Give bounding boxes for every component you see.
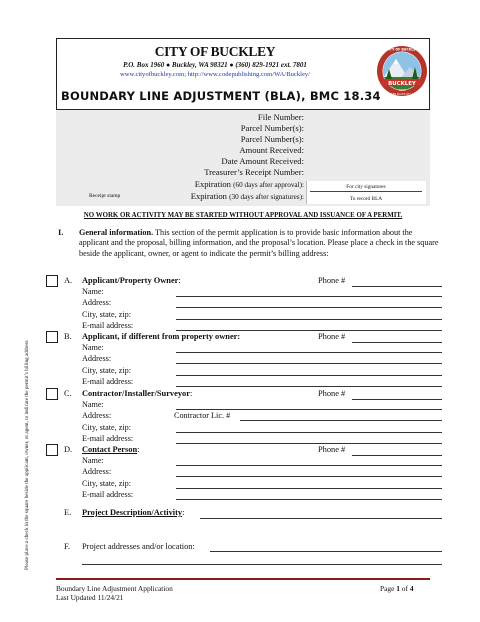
contractor-license-label: Contractor Lic. # — [174, 411, 231, 420]
city-state-zip-label: City, state, zip: — [82, 366, 132, 375]
email-input-line[interactable] — [176, 443, 442, 444]
page-total: 4 — [409, 584, 414, 593]
date-amount-received-label: Date Amount Received: — [221, 156, 304, 166]
party-letter: B. — [64, 332, 72, 341]
footer-rule — [56, 578, 430, 580]
page-of: of — [401, 584, 408, 593]
parcel-number-label: Parcel Number(s): — [240, 123, 304, 133]
email-input-line[interactable] — [176, 386, 442, 387]
page-word: Page — [380, 584, 395, 593]
page-indicator — [380, 584, 414, 593]
page-current: 1 — [396, 584, 400, 593]
project-description-label: Project Description/Activity: — [82, 508, 185, 517]
phone-label: Phone # — [318, 445, 346, 454]
section-number: I. — [58, 228, 64, 237]
party-title-text: Contact Person — [82, 445, 138, 454]
seal-top-text: CITY OF BUCKLEY — [386, 47, 418, 52]
address-line: P.O. Box 1960 ● Buckley, WA 98321 ● (360) 829-1921 ext. 7801 — [123, 61, 307, 69]
project-description-text: Project Description/Activity — [82, 508, 183, 517]
party-title: Contact Person: — [82, 445, 140, 454]
phone-label: Phone # — [318, 276, 346, 285]
city-state-zip-input-line[interactable] — [176, 432, 442, 433]
city-state-zip-label: City, state, zip: — [82, 310, 132, 319]
address-input-line[interactable] — [176, 363, 442, 364]
city-seal-logo — [376, 45, 428, 97]
address-label: Address: — [82, 467, 112, 476]
party-title: Contractor/Installer/Surveyor: — [82, 389, 193, 398]
address-label: Address: — [82, 298, 112, 307]
billing-checkbox-b[interactable] — [46, 331, 58, 343]
email-input-line[interactable] — [176, 330, 442, 331]
address-label: Address: — [82, 354, 112, 363]
section-body: This section of the permit application is to provide basic information about the applicant and the proposal, billing information, and the proposal’s location. Please place a check in the square beside the applicant, owner, or agent to indicate the permit’s billing address: — [79, 228, 439, 258]
email-label: E-mail address: — [82, 434, 134, 443]
email-input-line[interactable] — [176, 499, 442, 500]
expiration-label-2: Expiration — [190, 191, 227, 201]
address-input-line[interactable] — [176, 307, 442, 308]
section-intro — [79, 228, 441, 259]
phone-input-line[interactable] — [352, 455, 442, 456]
project-location-label: Project addresses and/or location: — [82, 542, 195, 551]
expiration-note: (60 days after approval): — [233, 181, 304, 189]
footer-form-name: Boundary Line Adjustment Application — [56, 584, 173, 593]
billing-checkbox-a[interactable] — [46, 275, 58, 287]
email-label: E-mail address: — [82, 490, 134, 499]
contractor-license-input-line[interactable] — [240, 420, 442, 421]
city-state-zip-input-line[interactable] — [176, 319, 442, 320]
signature-divider — [310, 191, 422, 192]
project-description-input-line[interactable] — [200, 518, 442, 519]
phone-input-line[interactable] — [352, 399, 442, 400]
city-state-zip-label: City, state, zip: — [82, 479, 132, 488]
address-label: Address: — [82, 411, 112, 420]
expiration-signatures-label — [191, 191, 304, 201]
billing-checkbox-d[interactable] — [46, 444, 58, 456]
email-label: E-mail address: — [82, 377, 134, 386]
party-letter: D. — [64, 445, 73, 454]
party-letter: A. — [64, 276, 73, 285]
footer-updated: Last Updated 11/24/21 — [56, 593, 124, 603]
expiration-approval-label — [195, 179, 304, 189]
name-label: Name: — [82, 287, 104, 296]
city-signatures-label: For city signatures — [346, 184, 386, 190]
header-box — [56, 38, 430, 110]
parcel-number-label-2: Parcel Number(s): — [240, 134, 304, 144]
seal-year-text: 1890 — [398, 88, 406, 92]
phone-input-line[interactable] — [352, 342, 442, 343]
name-label: Name: — [82, 343, 104, 352]
treasurer-receipt-label: Treasurer’s Receipt Number: — [204, 167, 304, 177]
amount-received-label: Amount Received: — [239, 145, 304, 155]
file-number-label: File Number: — [257, 112, 304, 122]
city-title: CITY OF BUCKLEY — [154, 44, 276, 59]
form-title: BOUNDARY LINE ADJUSTMENT (BLA), BMC 18.34 — [61, 89, 381, 103]
city-state-zip-input-line[interactable] — [176, 375, 442, 376]
party-title-text: Contractor/Installer/Surveyor — [82, 389, 190, 398]
project-location-input-line-2[interactable] — [82, 564, 442, 565]
city-state-zip-input-line[interactable] — [176, 488, 442, 489]
billing-checkbox-c[interactable] — [46, 388, 58, 400]
receipt-stamp-label: Receipt stamp — [89, 193, 121, 199]
city-state-zip-label: City, state, zip: — [82, 423, 132, 432]
phone-label: Phone # — [318, 389, 346, 398]
email-label: E-mail address: — [82, 321, 134, 330]
name-label: Name: — [82, 400, 104, 409]
party-title: Applicant/Property Owner: — [82, 276, 181, 285]
footer-info — [56, 584, 173, 602]
address-input-line[interactable] — [176, 476, 442, 477]
office-use-box — [56, 110, 430, 206]
phone-label: Phone # — [318, 332, 346, 341]
name-input-line[interactable] — [176, 409, 442, 410]
party-letter: C. — [64, 389, 72, 398]
name-input-line[interactable] — [176, 352, 442, 353]
name-label: Name: — [82, 456, 104, 465]
project-f-letter: F. — [64, 542, 71, 551]
permit-warning: NO WORK OR ACTIVITY MAY BE STARTED WITHOUT APPROVAL AND ISSUANCE OF A PERMIT. — [83, 212, 403, 219]
expiration-note-2: (30 days after signatures): — [229, 193, 304, 201]
name-input-line[interactable] — [176, 465, 442, 466]
section-heading: General information. — [79, 228, 154, 237]
website-links[interactable]: www.cityofbuckley.com; http://www.codepublishing.com/WA/Buckley/ — [119, 71, 311, 78]
seal-banner-text: BUCKLEY — [388, 80, 416, 87]
expiration-label: Expiration — [194, 179, 231, 189]
record-bla-label: To record BLA — [349, 196, 383, 202]
project-e-letter: E. — [64, 508, 72, 517]
side-instruction: Please place a check in the square beside the applicant, owner, or agent, to indicate the permit’s billing address — [24, 340, 30, 570]
party-title: Applicant, if different from property owner: — [82, 332, 241, 341]
project-location-input-line[interactable] — [210, 551, 442, 552]
phone-input-line[interactable] — [352, 286, 442, 287]
seal-bottom-text: PREMIER PLACE OF LIVING — [384, 93, 420, 96]
party-title-text: Applicant/Property Owner — [82, 276, 179, 285]
name-input-line[interactable] — [176, 296, 442, 297]
